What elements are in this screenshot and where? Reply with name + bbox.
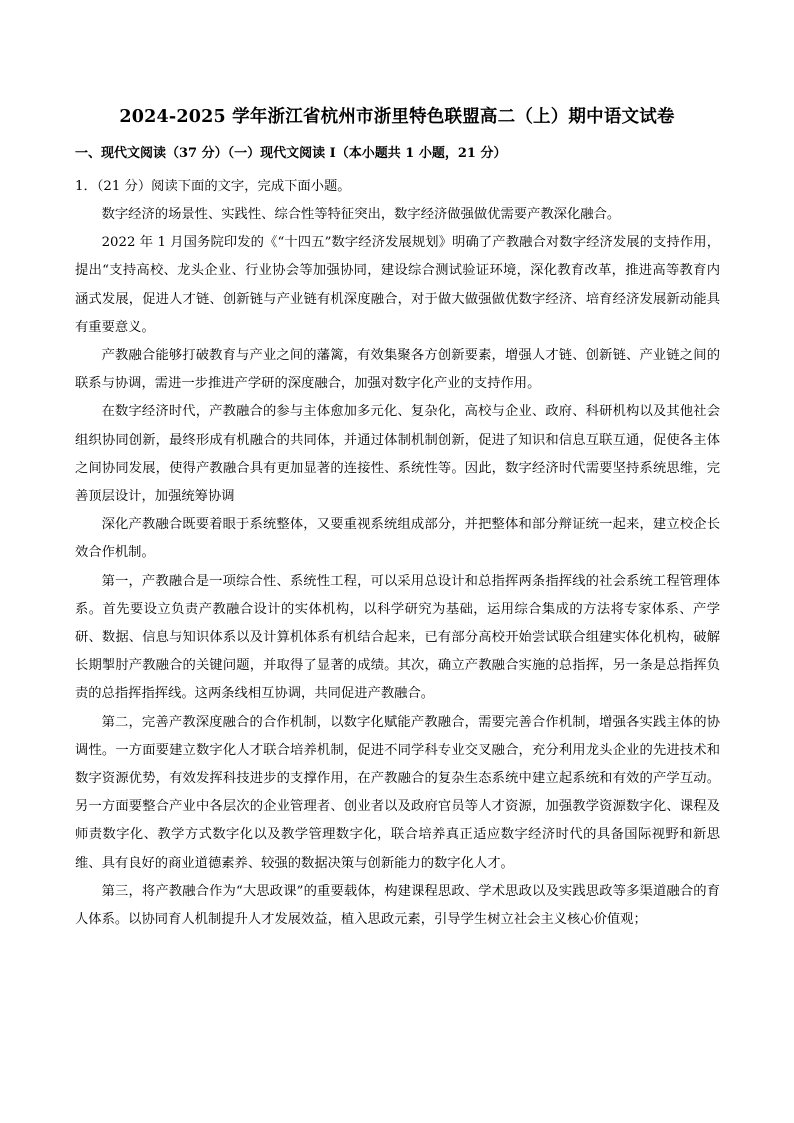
reading-passage bbox=[75, 201, 720, 934]
passage-paragraph: 在数字经济时代，产教融合的参与主体愈加多元化、复杂化，高校与企业、政府、科研机构以及其他社会组织协同创新，最终形成有机融合的共同体，并通过体制机制创新，促进了知识和信息互联互通，促使各主体之间协同发展，使得产教融合具有更加显著的连接性、系统性等。因此，数字经济时代需要坚持系统思维，完善顶层设计，加强统筹协调 bbox=[75, 404, 720, 505]
passage-paragraph: 深化产教融合既要着眼于系统整体，又要重视系统组成部分，并把整体和部分辩证统一起来，建立校企长效合作机制。 bbox=[75, 517, 720, 561]
passage-paragraph: 第一，产教融合是一项综合性、系统性工程，可以采用总设计和总指挥两条指挥线的社会系统工程管理体系。首先要设立负责产教融合设计的实体机构，以科学研究为基础，运用综合集成的方法将专家体系、产学研、数据、信息与知识体系以及计算机体系有机结合起来，已有部分高校开始尝试联合组建实体化机构，破解长期掣肘产教融合的关键问题，并取得了显著的成绩。其次，确立产教融合实施的总指挥，另一条是总指挥负责的总指挥指挥线。这两条线相互协调，共同促进产教融合。 bbox=[75, 573, 720, 702]
section-heading: 一、现代文阅读（37 分）（一）现代文阅读 I（本小题共 1 小题，21 分） bbox=[75, 146, 507, 161]
page-title: 2024-2025 学年浙江省杭州市浙里特色联盟高二（上）期中语文试卷 bbox=[119, 107, 675, 127]
passage-paragraph: 第三，将产教融合作为“大思政课”的重要载体，构建课程思政、学术思政以及实践思政等多渠道融合的育人体系。以协同育人机制提升人才发展效益，植入思政元素，引导学生树立社会主义核心价值观； bbox=[75, 883, 720, 928]
passage-paragraph: 数字经济的场景性、实践性、综合性等特征突出，数字经济做强做优需要产教深化融合。 bbox=[101, 207, 621, 222]
passage-paragraph: 产教融合能够打破教育与产业之间的藩篱，有效集聚各方创新要素，增强人才链、创新链、产业链之间的联系与协调，需进一步推进产学研的深度融合，加强对数字化产业的支持作用。 bbox=[75, 348, 720, 392]
passage-paragraph: 2022 年 1 月国务院印发的《“十四五”数字经济发展规划》明确了产教融合对数字经济发展的支持作用，提出“支持高校、龙头企业、行业协会等加强协同，建设综合测试验证环境，深化教育改革，推进高等教育内涵式发展，促进人才链、创新链与产业链有机深度融合，对于做大做强做优数字经济、培育经济发展新动能具有重要意义。 bbox=[75, 235, 720, 335]
passage-paragraph: 第二，完善产教深度融合的合作机制，以数字化赋能产教融合，需要完善合作机制，增强各实践主体的协调性。一方面要建立数字化人才联合培养机制，促进不同学科专业交叉融合，充分利用龙头企业的先进技术和数字资源优势，有效发挥科技进步的支撑作用，在产教融合的复杂生态系统中建立起系统和有效的产学互动。另一方面要整合产业中各层次的企业管理者、创业者以及政府官员等人才资源，加强教学资源数字化、课程及师责数字化、教学方式数字化以及教学管理数字化，联合培养真正适应数字经济时代的具备国际视野和新思维、具有良好的商业道德素养、较强的数据决策与创新能力的数字化人才。 bbox=[75, 714, 720, 871]
question-intro: 1．（21 分）阅读下面的文字，完成下面小题。 bbox=[75, 179, 351, 194]
